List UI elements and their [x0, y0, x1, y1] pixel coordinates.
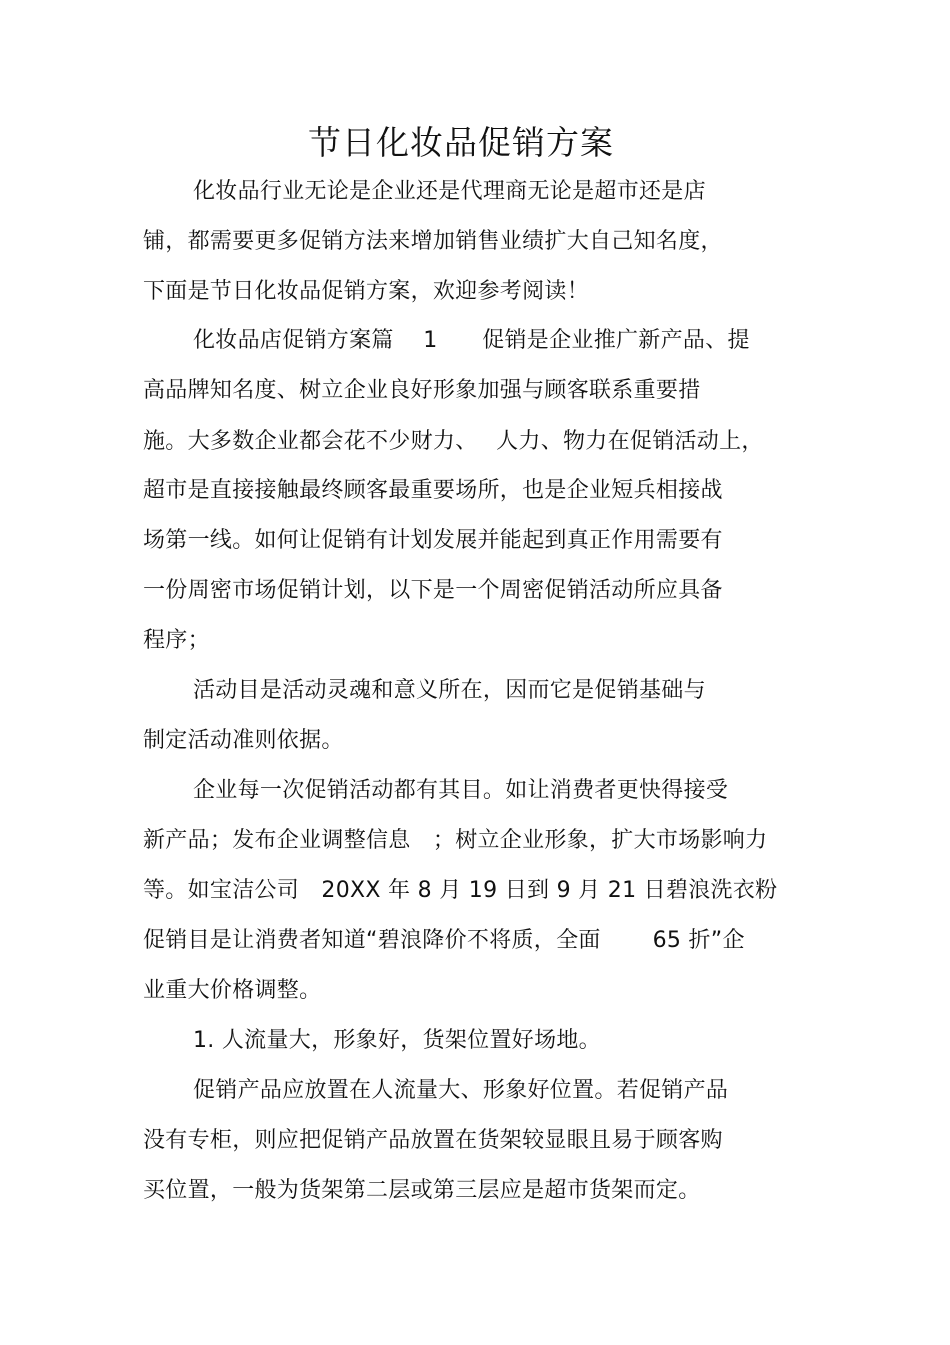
paragraph-line: 制定活动准则依据。	[143, 728, 344, 753]
paragraph-line: 买位置，一般为货架第二层或第三层应是超市货架而定。	[143, 1178, 701, 1203]
paragraph-line: 高品牌知名度、树立企业良好形象加强与顾客联系重要措	[143, 378, 701, 403]
paragraph-line: 一份周密市场促销计划，以下是一个周密促销活动所应具备	[143, 578, 723, 603]
paragraph-line: 施。大多数企业都会花不少财力、 人力、物力在促销活动上，	[143, 429, 764, 454]
paragraph-line: 活动目是活动灵魂和意义所在，因而它是促销基础与	[193, 678, 706, 703]
paragraph-line: 业重大价格调整。	[143, 978, 322, 1003]
paragraph-line: 促销目是让消费者知道“碧浪降价不将质，全面 65 折”企	[143, 928, 745, 953]
paragraph-line: 铺，都需要更多促销方法来增加销售业绩扩大自己知名度，	[143, 229, 723, 254]
list-item: 1. 人流量大，形象好，货架位置好场地。	[193, 1028, 601, 1053]
paragraph-line: 等。如宝洁公司 20XX 年 8 月 19 日到 9 月 21 日碧浪洗衣粉	[143, 878, 778, 903]
paragraph-line: 程序；	[143, 628, 210, 653]
paragraph-line: 场第一线。如何让促销有计划发展并能起到真正作用需要有	[143, 528, 723, 553]
paragraph-line: 促销产品应放置在人流量大、形象好位置。若促销产品	[193, 1078, 729, 1103]
paragraph-line: 新产品；发布企业调整信息 ；树立企业形象，扩大市场影响力	[143, 828, 768, 853]
paragraph-line: 化妆品行业无论是企业还是代理商无论是超市还是店	[193, 179, 706, 204]
paragraph-line: 化妆品店促销方案篇 1 促销是企业推广新产品、提	[193, 328, 750, 353]
paragraph-line: 企业每一次促销活动都有其目。如让消费者更快得接受	[193, 778, 729, 803]
paragraph-line: 超市是直接接触最终顾客最重要场所，也是企业短兵相接战	[143, 478, 723, 503]
paragraph-line: 没有专柜，则应把促销产品放置在货架较显眼且易于顾客购	[143, 1128, 723, 1153]
document-title: 节日化妆品促销方案	[308, 123, 614, 162]
paragraph-line: 下面是节日化妆品促销方案，欢迎参考阅读！	[143, 279, 590, 304]
